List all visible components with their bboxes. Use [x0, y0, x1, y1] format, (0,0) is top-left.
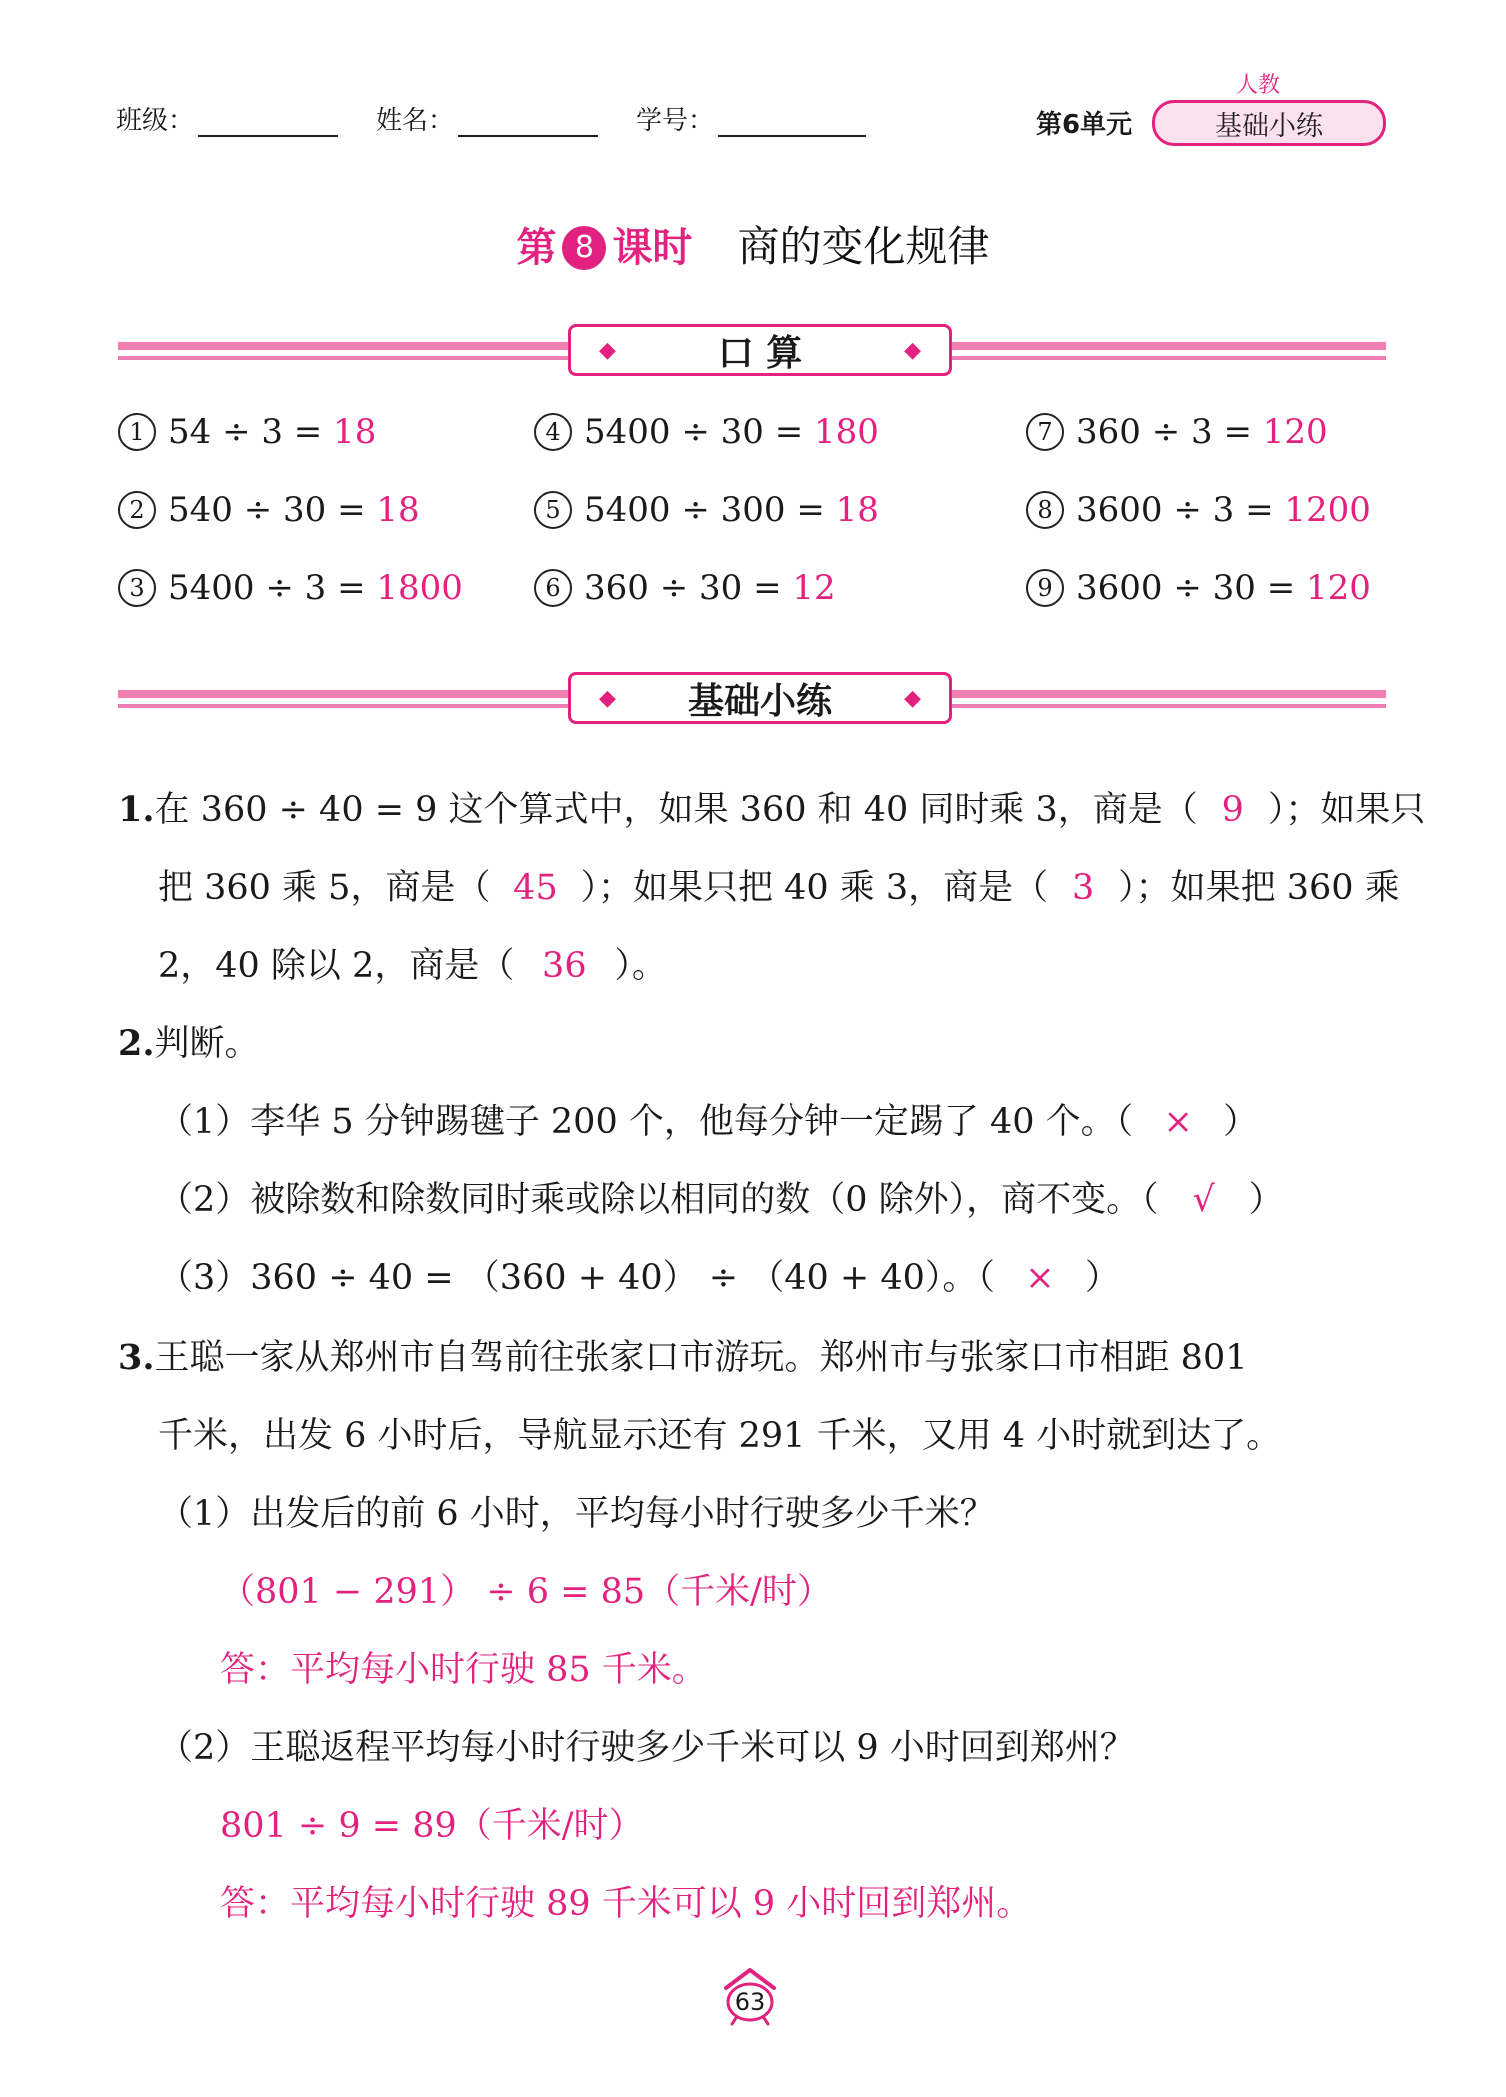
q2-item-1 — [158, 1094, 1258, 1144]
student-id-blank[interactable] — [718, 107, 866, 137]
q3-part-1-answer: 答：平均每小时行驶 85 千米。 — [220, 1650, 707, 1690]
q3-line-1 — [118, 1330, 1247, 1380]
answer: 120 — [1306, 568, 1371, 608]
q2-answer-2: √ — [1192, 1180, 1215, 1220]
class-blank[interactable] — [198, 107, 338, 137]
q1-text: ）。 — [614, 946, 667, 986]
q2-item-3 — [158, 1250, 1120, 1300]
q1-text: ）；如果只 — [1267, 790, 1426, 830]
q1-text: ）；如果只把 40 乘 3，商是（ — [580, 868, 1049, 908]
answer: 18 — [835, 490, 879, 530]
q2-close: ） — [1248, 1180, 1284, 1220]
q2-statement: （3）360 ÷ 40 = （360 + 40） ÷ （40 + 40）。（ — [158, 1258, 995, 1298]
expression: 5400 ÷ 30 = — [584, 412, 804, 452]
lesson-suffix: 课时 — [612, 225, 693, 271]
q2-close: ） — [1223, 1102, 1259, 1142]
item-number: 8 — [1026, 491, 1064, 529]
q3-part-2-answer: 答：平均每小时行驶 89 千米可以 9 小时回到郑州。 — [220, 1884, 1032, 1924]
item-number: 6 — [534, 569, 572, 607]
diamond-icon: ◆ — [599, 337, 616, 363]
mental-item-7 — [1026, 412, 1328, 452]
item-number: 1 — [118, 413, 156, 451]
q1-text: 把 360 乘 5，商是（ — [158, 868, 491, 908]
mental-item-3 — [118, 568, 463, 608]
q2-answer-1: × — [1163, 1102, 1193, 1142]
class-field — [116, 100, 338, 137]
section-header-practice — [568, 672, 952, 724]
q3-part-1-calculation: （801 − 291） ÷ 6 = 85（千米/时） — [220, 1572, 832, 1612]
page-number-badge — [722, 1966, 778, 2016]
item-number: 7 — [1026, 413, 1064, 451]
diamond-icon: ◆ — [904, 685, 921, 711]
lesson-prefix: 第 — [516, 225, 557, 271]
section-title-mental: 口 算 — [717, 332, 803, 374]
q1-number: 1. — [118, 789, 155, 830]
expression: 5400 ÷ 3 = — [168, 568, 366, 608]
answer: 18 — [333, 412, 377, 452]
student-info-header — [116, 100, 866, 137]
q3-part-1: （1）出发后的前 6 小时，平均每小时行驶多少千米？ — [158, 1494, 995, 1534]
q2-instruction: 判断。 — [154, 1024, 260, 1064]
q3-line-2: 千米，出发 6 小时后，导航显示还有 291 千米，又用 4 小时就到达了。 — [158, 1416, 1282, 1456]
q1-answer-3: 3 — [1072, 868, 1095, 908]
q1-answer-4: 36 — [542, 946, 587, 986]
name-field — [376, 100, 598, 137]
expression: 54 ÷ 3 = — [168, 412, 323, 452]
student-id-label: 学号： — [636, 106, 715, 136]
q3-part-2: （2）王聪返程平均每小时行驶多少千米可以 9 小时回到郑州？ — [158, 1728, 1135, 1768]
student-id-field — [636, 100, 866, 137]
series-label: 基础小练 — [1215, 110, 1323, 142]
expression: 3600 ÷ 30 = — [1076, 568, 1296, 608]
expression: 360 ÷ 3 = — [1076, 412, 1252, 452]
answer: 1800 — [376, 568, 463, 608]
answer: 120 — [1262, 412, 1328, 452]
item-number: 4 — [534, 413, 572, 451]
diamond-icon: ◆ — [599, 685, 616, 711]
series-badge — [1152, 100, 1386, 146]
expression: 5400 ÷ 300 = — [584, 490, 825, 530]
q3-part-2-calculation: 801 ÷ 9 = 89（千米/时） — [220, 1806, 644, 1846]
q1-text: 在 360 ÷ 40 = 9 这个算式中，如果 360 和 40 同时乘 3，商是（ — [154, 790, 1198, 830]
q2-title — [118, 1016, 260, 1066]
item-number: 9 — [1026, 569, 1064, 607]
q1-answer-1: 9 — [1221, 790, 1244, 830]
unit-label: 第6单元 — [1036, 110, 1133, 140]
q2-statement: （1）李华 5 分钟踢毽子 200 个，他每分钟一定踢了 40 个。（ — [158, 1102, 1134, 1142]
mental-item-2 — [118, 490, 420, 530]
expression: 360 ÷ 30 = — [584, 568, 782, 608]
mental-item-8 — [1026, 490, 1371, 530]
section-title-practice: 基础小练 — [687, 680, 832, 722]
lesson-number-badge: 8 — [562, 226, 606, 270]
q1-text: 2，40 除以 2，商是（ — [158, 946, 515, 986]
mental-item-1 — [118, 412, 376, 452]
edition-label: 人教 — [1236, 73, 1281, 98]
q1-text: ）；如果把 360 乘 — [1118, 868, 1400, 908]
page-number: 63 — [734, 1988, 766, 2016]
expression: 540 ÷ 30 = — [168, 490, 366, 530]
mental-item-5 — [534, 490, 879, 530]
q1-answer-2: 45 — [513, 868, 558, 908]
item-number: 2 — [118, 491, 156, 529]
q3-text: 王聪一家从郑州市自驾前往张家口市游玩。郑州市与张家口市相距 801 — [154, 1338, 1248, 1378]
mental-item-4 — [534, 412, 879, 452]
item-number: 3 — [118, 569, 156, 607]
q2-close: ） — [1084, 1258, 1120, 1298]
answer: 12 — [792, 568, 836, 608]
q1-line-3 — [158, 938, 667, 988]
lesson-topic: 商的变化规律 — [737, 222, 990, 271]
name-label: 姓名： — [376, 106, 455, 136]
mental-item-6 — [534, 568, 836, 608]
q2-statement: （2）被除数和除数同时乘或除以相同的数（0 除外），商不变。（ — [158, 1180, 1159, 1220]
mental-item-9 — [1026, 568, 1371, 608]
answer: 18 — [376, 490, 420, 530]
expression: 3600 ÷ 3 = — [1076, 490, 1274, 530]
q3-number: 3. — [118, 1337, 155, 1378]
q2-item-2 — [158, 1172, 1284, 1222]
q1-line-2 — [158, 860, 1400, 910]
class-label: 班级： — [116, 106, 195, 136]
name-blank[interactable] — [458, 107, 598, 137]
answer: 1200 — [1284, 490, 1371, 530]
section-header-mental — [568, 324, 952, 376]
item-number: 5 — [534, 491, 572, 529]
answer: 180 — [814, 412, 879, 452]
page-title — [0, 214, 1506, 274]
q2-answer-3: × — [1025, 1258, 1055, 1298]
diamond-icon: ◆ — [904, 337, 921, 363]
q1-line-1 — [118, 782, 1425, 832]
q2-number: 2. — [118, 1023, 155, 1064]
